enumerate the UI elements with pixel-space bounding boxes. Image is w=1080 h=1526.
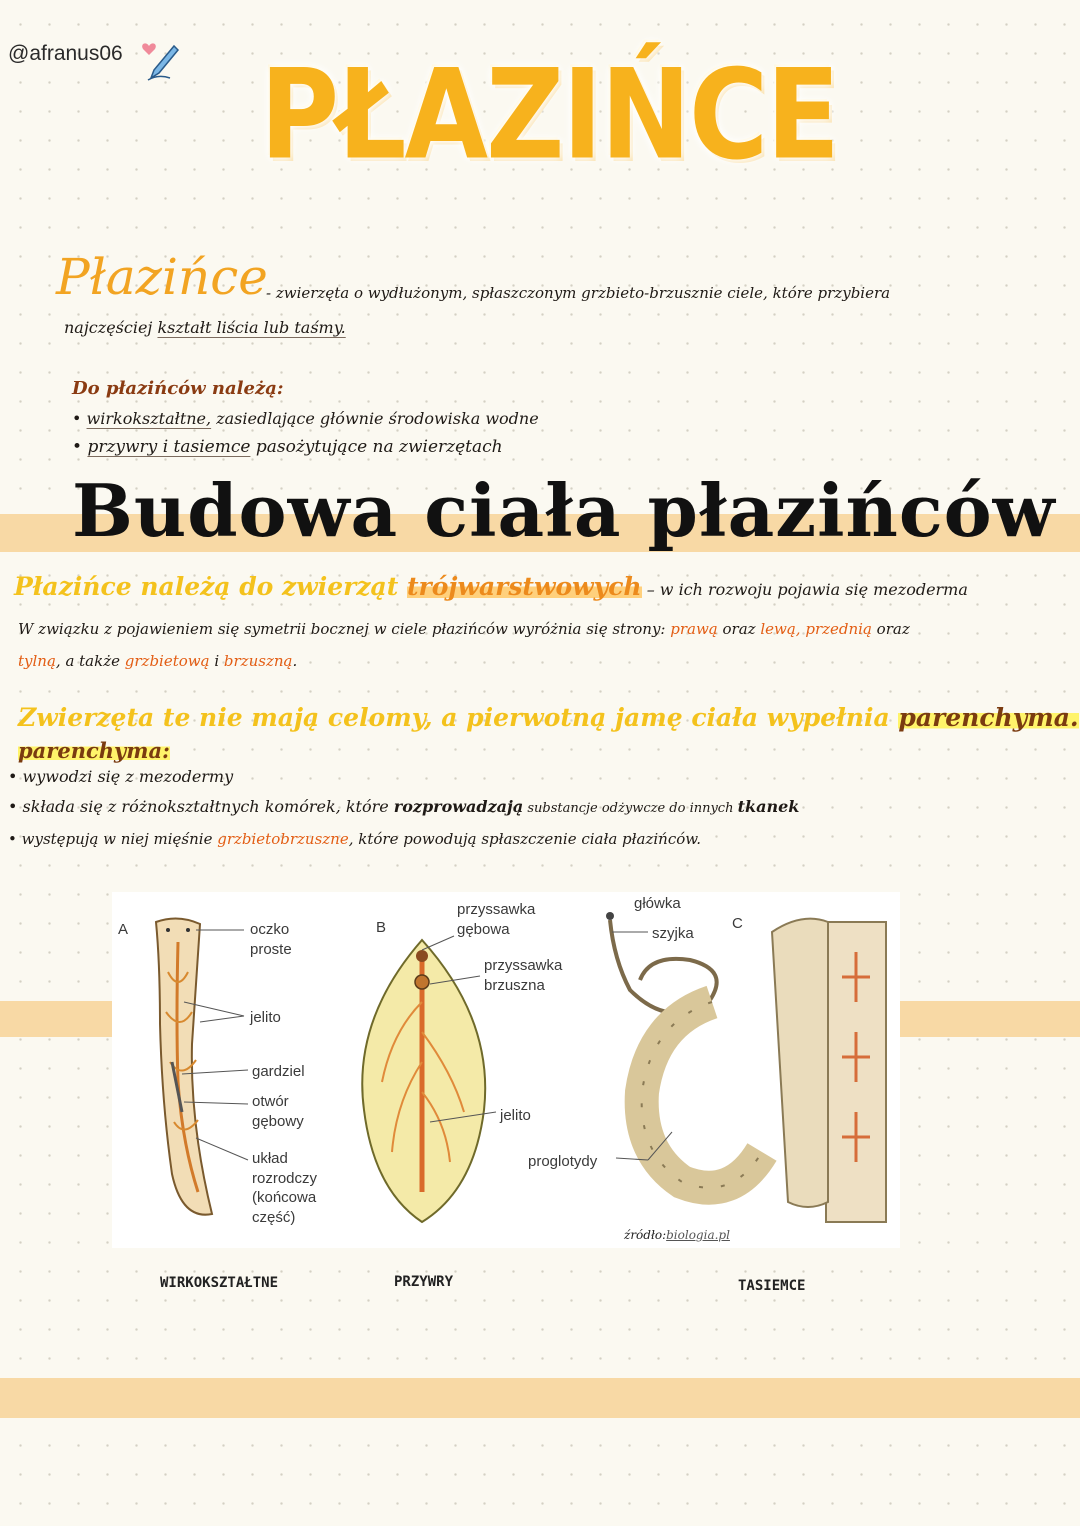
caption-wirkoksztaltne: WIRKOKSZTAŁTNE xyxy=(160,1275,279,1291)
section-line-4 xyxy=(18,703,1079,732)
line1-part-a: Płazińce należą do zwierząt xyxy=(14,572,407,601)
label-otwor-gebowy: otwór gębowy xyxy=(252,1093,304,1130)
intro-definition-underlined: kształt liścia lub taśmy. xyxy=(157,318,346,337)
intro-definition-line2 xyxy=(64,318,346,337)
parenchyma-heading: parenchyma: xyxy=(18,738,170,763)
bullet-2-c: substancje odżywcze do innych xyxy=(523,801,738,816)
stripe-band-3 xyxy=(0,1378,1080,1418)
section-line-3 xyxy=(18,652,297,670)
parenchyma-bullet-3: • występują w niej mięśnie grzbietobrzuszne, które powodują spłaszczenie ciała płazińców. xyxy=(8,830,702,848)
source-prefix: źródło: xyxy=(624,1228,667,1242)
label-gardziel: gardziel xyxy=(252,1063,305,1080)
label-jelito-b: jelito xyxy=(500,1107,531,1124)
line3-grzbietowa: grzbietową xyxy=(124,652,210,670)
planaria-drawing xyxy=(156,918,248,1214)
bullet-1-text: wywodzi się z mezodermy xyxy=(22,767,234,786)
parenchyma-bullet-2: • składa się z różnokształtnych komórek, które rozprowadzają substancje odżywcze do innych tkanek xyxy=(8,797,800,816)
line3-a: , a także xyxy=(55,652,125,670)
fluke-drawing xyxy=(362,936,496,1222)
groups-item-2-underlined: przywry i tasiemce xyxy=(87,437,251,457)
label-oczko-proste: oczko proste xyxy=(250,921,292,958)
section-line-1 xyxy=(14,572,968,601)
bullet-2-b: rozprowadzają xyxy=(393,797,524,816)
bullet-3-a: występują w niej mięśnie xyxy=(21,830,218,848)
line2-prawa: prawą xyxy=(670,620,718,638)
intro-definition-prefix: najczęściej xyxy=(64,318,158,337)
bullet-3-b: grzbietobrzuszne xyxy=(217,830,349,848)
pen-heart-icon xyxy=(140,36,180,82)
line3-brzuszna: brzuszną xyxy=(223,652,293,670)
caption-tasiemce: TASIEMCE xyxy=(738,1278,806,1294)
label-glowka: główka xyxy=(634,895,681,912)
line2-text: W związku z pojawieniem się symetrii bocznej w ciele płazińców wyróżnia się strony: xyxy=(18,620,671,638)
figure-letter-c: C xyxy=(732,915,743,932)
groups-item-1-underlined: wirkokształtne, xyxy=(86,409,212,428)
label-jelito-a: jelito xyxy=(250,1009,281,1026)
bullet-3-c: , które powodują spłaszczenie ciała płazińców. xyxy=(348,830,702,848)
tapeworm-drawing xyxy=(606,912,886,1222)
line3-i: i xyxy=(209,652,224,670)
figure-letter-b: B xyxy=(376,919,387,936)
line3-tylna: tylną xyxy=(18,652,56,670)
section-title: Budowa ciała płazińców xyxy=(72,468,1056,553)
groups-item-2: • przywry i tasiemce pasożytujące na zwierzętach xyxy=(72,437,503,457)
flatworm-illustration xyxy=(112,892,900,1248)
caption-przywry: PRZYWRY xyxy=(394,1274,454,1290)
line4-parenchyma: parenchyma. xyxy=(898,703,1079,732)
author-handle: @afranus06 xyxy=(8,42,123,65)
intro-term: Płazińce xyxy=(56,248,268,306)
label-proglotydy: proglotydy xyxy=(528,1153,598,1170)
line2-oraz-1: oraz xyxy=(717,620,761,638)
groups-item-2-rest: pasożytujące na zwierzętach xyxy=(250,437,503,457)
groups-heading: Do płazińców należą: xyxy=(72,378,284,399)
figure-source xyxy=(624,1228,730,1242)
label-przyssawka-gebowa: przyssawka gębowa xyxy=(457,901,536,938)
section-line-2 xyxy=(18,620,910,638)
label-przyssawka-brzuszna: przyssawka brzuszna xyxy=(484,957,563,994)
bullet-2-a: składa się z różnokształtnych komórek, które xyxy=(22,797,394,816)
parenchyma-bullet-1: • wywodzi się z mezodermy xyxy=(8,767,234,786)
source-link[interactable]: biologia.pl xyxy=(666,1228,730,1242)
bullet-2-d: tkanek xyxy=(737,797,800,816)
line3-end: . xyxy=(292,652,298,670)
groups-item-1-rest: zasiedlające głównie środowiska wodne xyxy=(211,409,539,428)
line4-text: Zwierzęta te nie mają celomy, a pierwotną jamę ciała wypełnia xyxy=(18,703,899,732)
page-title: PŁAZIŃCE xyxy=(260,43,838,188)
label-uklad-rozrodczy: układ rozrodczy (końcowa część) xyxy=(252,1150,318,1226)
intro-definition-line1: - zwierzęta o wydłużonym, spłaszczonym grzbieto-brzusznie ciele, które przybiera xyxy=(266,284,891,302)
figure-letter-a: A xyxy=(118,921,129,938)
line2-lewa-przednia: lewą, przednią xyxy=(760,620,872,638)
groups-item-1: • wirkokształtne, zasiedlające głównie środowiska wodne xyxy=(72,409,539,428)
flatworm-figure xyxy=(112,892,900,1248)
line2-oraz-2: oraz xyxy=(871,620,910,638)
line1-trojwarstwowych: trójwarstwowych xyxy=(407,572,642,601)
label-szyjka: szyjka xyxy=(652,925,694,942)
line1-part-c: – w ich rozwoju pojawia się mezoderma xyxy=(641,580,968,599)
